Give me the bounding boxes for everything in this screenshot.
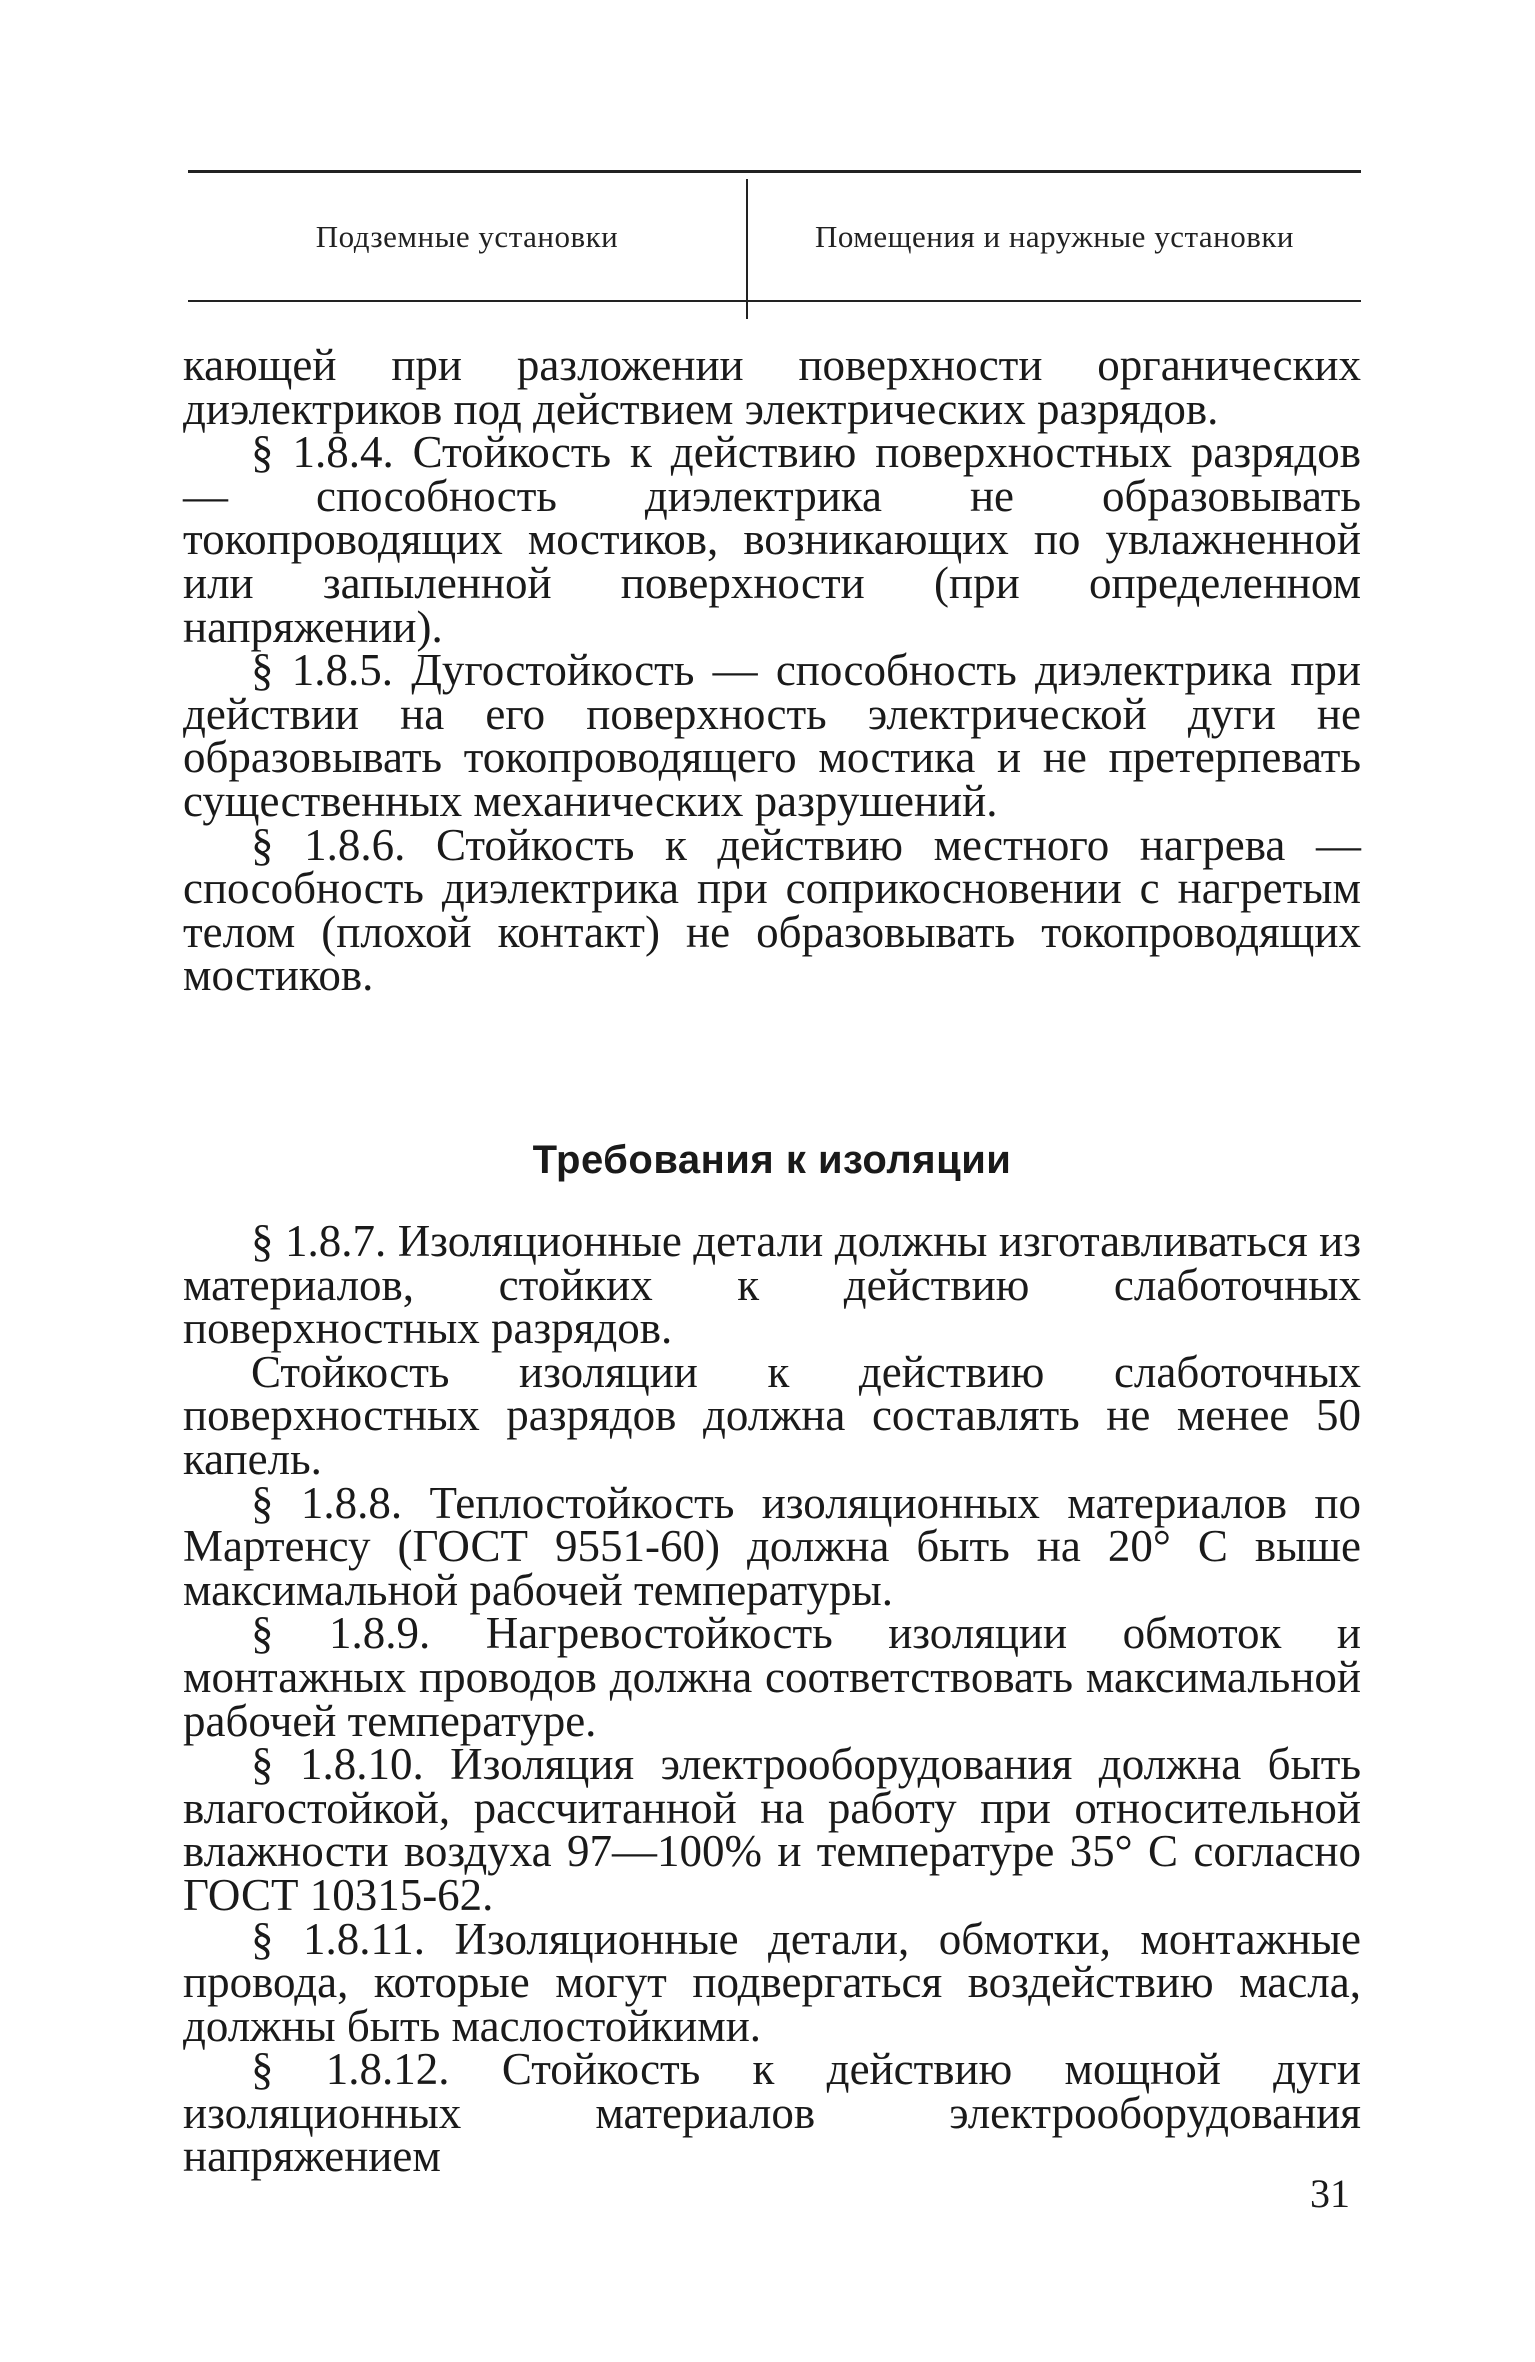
page-number: 31	[1310, 2171, 1350, 2216]
paragraph-1-8-6: § 1.8.6. Стойкость к действию местного нагрева — способность диэлектрика при соприкосновении с нагретым телом (плохой контакт) не образовывать токопроводящих мостиков.	[183, 819, 1361, 1001]
paragraph-1-8-5: § 1.8.5. Дугостойкость — способность диэлектрика при действии на его поверхность электрической дуги не образовывать токопроводящего мостика и не претерпевать существенных механических разрушений.	[183, 645, 1361, 826]
paragraph-continuation: кающей при разложении поверхности органических диэлектриков под действием электрических разрядов.	[183, 340, 1361, 434]
paragraph-1-8-7-continued: Стойкость изоляции к действию слаботочных поверхностных разрядов должна составлять не менее 50 капель.	[183, 1346, 1361, 1484]
header-divider	[746, 179, 748, 319]
top-text-block	[183, 340, 1361, 1001]
paragraph-1-8-10: § 1.8.10. Изоляция электрооборудования должна быть влагостойкой, рассчитанной на работу при относительной влажности воздуха 97—100% и температуре 35° С согласно ГОСТ 10315-62.	[183, 1739, 1361, 1920]
running-header	[188, 170, 1361, 302]
paragraph-1-8-11: § 1.8.11. Изоляционные детали, обмотки, монтажные провода, которые могут подвергаться воздействию масла, должны быть маслостойкими.	[183, 1913, 1361, 2051]
header-left-column: Подземные установки	[315, 218, 619, 254]
header-right-column: Помещения и наружные установки	[814, 218, 1295, 254]
paragraph-1-8-8: § 1.8.8. Теплостойкость изоляционных материалов по Мартенсу (ГОСТ 9551-60) должна быть на 20° С выше максимальной рабочей температуры.	[183, 1477, 1361, 1615]
paragraph-1-8-9: § 1.8.9. Нагревостойкость изоляции обмоток и монтажных проводов должна соответствовать максимальной рабочей температуре.	[183, 1608, 1361, 1746]
section-heading: Требования к изоляции	[532, 1138, 1012, 1182]
paragraph-1-8-7: § 1.8.7. Изоляционные детали должны изготавливаться из материалов, стойких к действию слаботочных поверхностных разрядов.	[183, 1216, 1361, 1354]
paragraph-1-8-12: § 1.8.12. Стойкость к действию мощной дуги изоляционных материалов электрооборудования напряжением	[183, 2044, 1361, 2182]
paragraph-1-8-4: § 1.8.4. Стойкость к действию поверхностных разрядов — способность диэлектрика не образовывать токопроводящих мостиков, возникающих по увлажненной или запыленной поверхности (при определенном напряжении).	[183, 427, 1361, 652]
bottom-text-block	[183, 1216, 1361, 2182]
